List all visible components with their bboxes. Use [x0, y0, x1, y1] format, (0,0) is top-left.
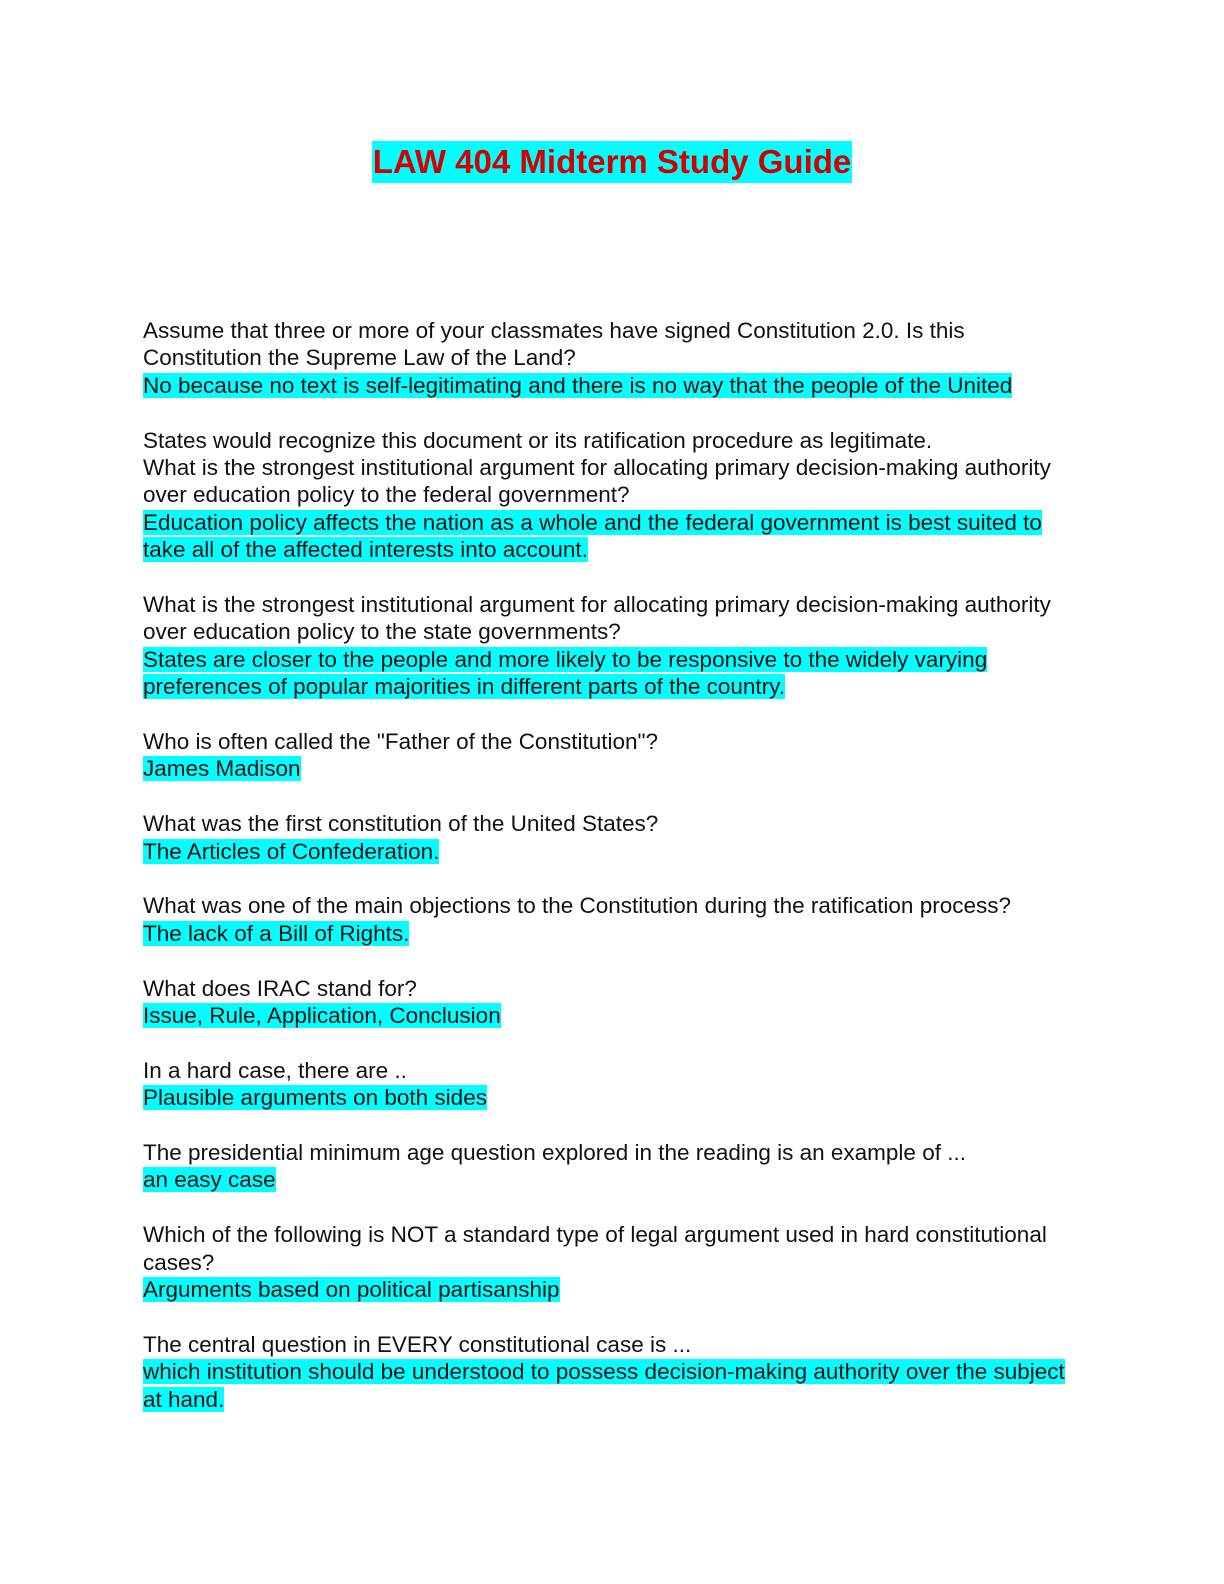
answer-text: [143, 1276, 1083, 1303]
answer-highlight: James Madison: [143, 756, 301, 782]
qa-item: [143, 454, 1083, 564]
answer-text: [143, 1002, 1083, 1029]
answer-text: [143, 755, 1083, 782]
question-text: What is the strongest institutional argument for allocating primary decision-making authority over education policy to the federal government?: [143, 455, 1051, 508]
answer-highlight: The lack of a Bill of Rights.: [143, 920, 410, 946]
answer-highlight: States are closer to the people and more likely to be responsive to the widely varying preferences of popular majorities in different parts of the country.: [143, 646, 988, 700]
answer-highlight: Issue, Rule, Application, Conclusion: [143, 1003, 501, 1029]
answer-highlight: Education policy affects the nation as a whole and the federal government is best suited to take all of the affected interests into account.: [143, 509, 1042, 563]
answer-text: [143, 509, 1083, 564]
answer-text: [143, 1084, 1083, 1111]
question-text: Assume that three or more of your classmates have signed Constitution 2.0. Is this Constitution the Supreme Law of the Land?: [143, 318, 965, 371]
answer-text: [143, 372, 1083, 399]
qa-item: [143, 427, 1083, 454]
answer-highlight: No because no text is self-legitimating and there is no way that the people of the United: [143, 372, 1013, 398]
answer-text: [143, 646, 1083, 701]
question-text: Who is often called the "Father of the Constitution"?: [143, 729, 659, 755]
question-text: The central question in EVERY constitutional case is ...: [143, 1331, 692, 1357]
question-text: Which of the following is NOT a standard type of legal argument used in hard constitutional cases?: [143, 1222, 1047, 1275]
qa-item: [143, 892, 1083, 947]
question-text: What was one of the main objections to the Constitution during the ratification process?: [143, 893, 1011, 919]
qa-item: [143, 317, 1083, 399]
answer-highlight: which institution should be understood to possess decision-making authority over the subject at hand.: [143, 1359, 1065, 1412]
qa-item: [143, 1221, 1083, 1303]
qa-item: [143, 728, 1083, 783]
answer-highlight: Plausible arguments on both sides: [143, 1085, 487, 1111]
answer-text: [143, 838, 1083, 865]
qa-item: [143, 1331, 1083, 1413]
question-text: What is the strongest institutional argument for allocating primary decision-making authority over education policy to the state governments?: [143, 592, 1051, 645]
question-text: The presidential minimum age question explored in the reading is an example of ...: [143, 1140, 966, 1166]
qa-item: [143, 975, 1083, 1030]
answer-text: [143, 1166, 1083, 1193]
study-guide-content: [143, 317, 1083, 1440]
qa-item: [143, 810, 1083, 865]
answer-continuation-text: States would recognize this document or its ratification procedure as legitimate.: [143, 427, 933, 453]
question-text: What was the first constitution of the United States?: [143, 811, 659, 837]
answer-text: [143, 920, 1083, 947]
answer-highlight: an easy case: [143, 1167, 276, 1193]
title-container: [0, 141, 1224, 183]
answer-text: [143, 1358, 1083, 1413]
page-title: LAW 404 Midterm Study Guide: [372, 141, 853, 183]
qa-item: [143, 591, 1083, 701]
qa-item: [143, 1139, 1083, 1194]
answer-highlight: Arguments based on political partisanship: [143, 1277, 560, 1303]
question-text: In a hard case, there are ..: [143, 1057, 407, 1083]
qa-item: [143, 1057, 1083, 1112]
answer-highlight: The Articles of Confederation.: [143, 838, 440, 864]
question-text: What does IRAC stand for?: [143, 975, 417, 1001]
